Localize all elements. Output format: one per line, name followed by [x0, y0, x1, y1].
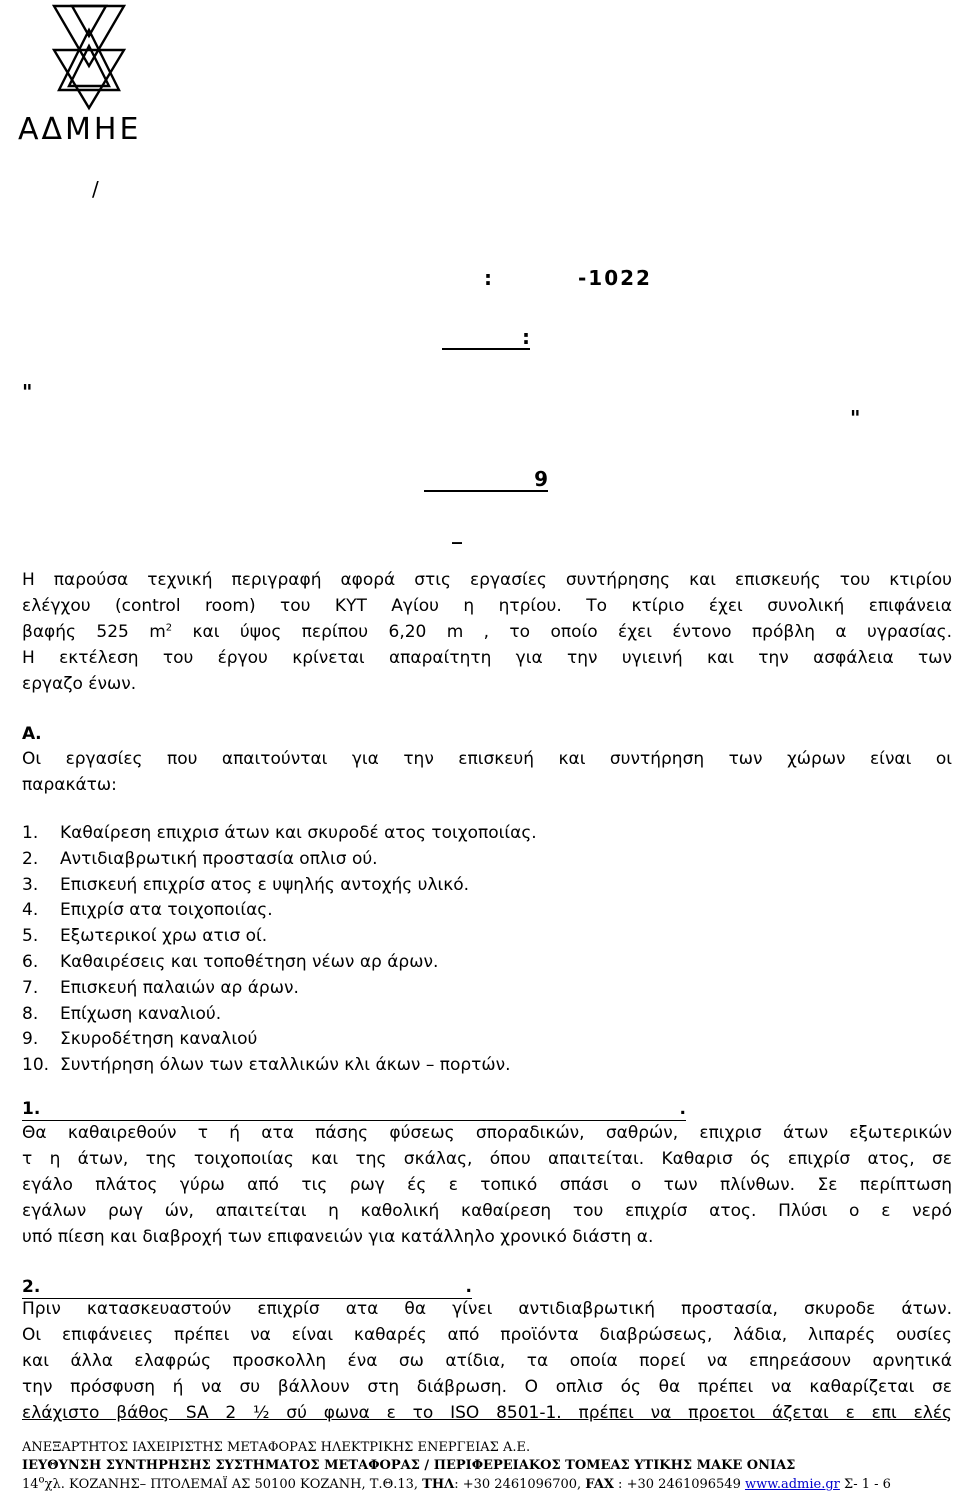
list-item-number: 9.: [22, 1029, 39, 1050]
section-2-line: την πρόσφυση ή να συ βάλλουν στη διάβρωση. Ο οπλισ ός θα πρέπει να καθαρίζεται σε: [22, 1377, 952, 1397]
section-a-line: Οι εργασίες που απαιτούνται για την επισκευή και συντήρηση των χώρων είναι οι: [22, 749, 952, 769]
section-1-number: 1.: [22, 1099, 41, 1119]
list-item-number: 1.: [22, 823, 39, 843]
footer-tel-value: : +30 2461096700,: [454, 1477, 586, 1492]
footer-addr-num: 14: [22, 1477, 39, 1492]
intro-line: εργαζο ένων.: [22, 674, 137, 694]
section-1-heading: [22, 1098, 686, 1121]
section-1-line: εγάλο πλάτος γύρω από τις ρωγ ές ε τοπικό σπάσι ο των πλίνθων. Σε περίπτωση: [22, 1175, 952, 1195]
list-item: [22, 1052, 537, 1078]
list-item-text: Αντιδιαβρωτική προστασία οπλισ ού.: [60, 848, 378, 869]
section-1-line: υπό πίεση και διαβροχή των επιφανειών για κατάλληλο χρονικό διάστη α.: [22, 1227, 654, 1247]
list-item-number: 10.: [22, 1055, 50, 1076]
section-2-paragraph: [22, 1296, 952, 1426]
section-a-label: Α.: [22, 724, 42, 744]
footer-addr-sup: ο: [38, 1474, 45, 1486]
footer-address: [22, 1474, 891, 1492]
section-1-line: Θα καθαιρεθούν τ ή ατα πάσης φύσεως σποραδικών, σαθρών, επιχρισ άτων εξωτερικών: [22, 1123, 952, 1143]
quote-close: ": [850, 406, 861, 430]
footer-fax-label: FAX: [585, 1477, 614, 1492]
list-item-number: 2.: [22, 848, 39, 869]
list-item: [22, 1026, 537, 1052]
list-item-text: Επισκευή παλαιών αρ άρων.: [60, 977, 299, 998]
footer-tel-label: ΤΗΛ: [422, 1477, 455, 1492]
quote-open: ": [22, 380, 33, 404]
list-item-text: Συντήρηση όλων των εταλλικών κλι άκων – πορτών.: [60, 1055, 511, 1076]
list-item-number: 3.: [22, 874, 39, 895]
list-item: [22, 820, 537, 846]
intro-area-text: βαφής 525 m: [22, 622, 166, 642]
list-item: [22, 846, 537, 872]
section-a-paragraph: [22, 746, 952, 798]
intro-line: [22, 619, 952, 645]
section-2-line: ελάχιστο βάθος SA 2 ½ σύ φωνα ε το ISO 8501-1. πρέπει να προετοι άζεται ε επι ελές: [22, 1403, 952, 1423]
section-2-heading-end: .: [465, 1277, 472, 1297]
list-item-text: Εξωτερικοί χρω ατισ οί.: [60, 926, 268, 947]
footer-website-link[interactable]: www.admie.gr: [744, 1477, 840, 1492]
list-item-text: Επίχωση καναλιού.: [60, 1003, 222, 1024]
list-item-number: 6.: [22, 951, 39, 972]
list-item-number: 8.: [22, 1003, 39, 1024]
list-item-number: 4.: [22, 900, 39, 921]
section-1-line: τ η άτων, της τοιχοποιίας και της σκάλας, όπου απαιτείται. Καθαρισ ός επιχρίσ ατος, σε: [22, 1149, 952, 1169]
intro-line: Η παρούσα τεχνική περιγραφή αφορά στις εργασίες συντήρησης και επισκευής του κτιρίου: [22, 570, 952, 590]
section-1-paragraph: [22, 1120, 952, 1250]
section-marker-number: 9: [534, 467, 548, 491]
section-2-line: και άλλα ελαφρώς προσκολλη ένα σω ατίδια, τα οποία πορεί να επηρεάσουν αρνητικά: [22, 1351, 952, 1371]
section-1-line: εγάλων ρωγ ών, απαιτείται η καθολική καθαίρεση του επιχρίσ ατος. Πλύσι ο ε νερό: [22, 1201, 952, 1221]
section-marker: [424, 468, 548, 492]
list-item-text: Επισκευή επιχρίσ ατος ε υψηλής αντοχής υλικό.: [60, 874, 470, 895]
header-slash: /: [92, 177, 99, 201]
subject-heading: [442, 326, 530, 350]
list-item: [22, 872, 537, 898]
list-item: [22, 949, 537, 975]
section-a-line: παρακάτω:: [22, 775, 117, 795]
list-item-number: 7.: [22, 977, 39, 998]
footer-addr-text: χλ. ΚΟΖΑΝΗΣ– ΠΤΟΛΕΜΑΪ ΑΣ 50100 ΚΟΖΑΝΗ, Τ.Θ.13,: [44, 1477, 423, 1492]
list-item-text: Σκυροδέτηση καναλιού: [60, 1029, 258, 1050]
list-item: [22, 975, 537, 1001]
footer-department: ΙΕΥΘΥΝΣΗ ΣΥΝΤΗΡΗΣΗΣ ΣΥΣΤΗΜΑΤΟΣ ΜΕΤΑΦΟΡΑΣ / ΠΕΡΙΦΕΡΕΙΑΚΟΣ ΤΟΜΕΑΣ ΥΤΙΚΗΣ ΜΑΚΕ ΟΝΙΑΣ: [22, 1458, 796, 1473]
footer-fax-value: : +30 2461096549: [613, 1477, 745, 1492]
section-2-line: Πριν κατασκευαστούν επιχρίσ ατα θα γίνει αντιδιαβρωτική προστασία, σκυροδε άτων.: [22, 1299, 952, 1319]
intro-height-text: και ύψος περίπου 6,20 m , το οποίο έχει έντονο πρόβλη α υγρασίας.: [172, 622, 952, 642]
list-item: [22, 897, 537, 923]
list-item-number: 5.: [22, 926, 39, 947]
intro-line: Η εκτέλεση του έργου κρίνεται απαραίτητη για την υγιεινή και την ασφάλεια των: [22, 648, 952, 668]
intro-area-sup: 2: [165, 622, 173, 634]
list-item: [22, 923, 537, 949]
list-item-text: Επιχρίσ ατα τοιχοποιίας.: [60, 900, 273, 921]
footer-company: ΑΝΕΞΑΡΤΗΤΟΣ ΙΑΧΕΙΡΙΣΤΗΣ ΜΕΤΑΦΟΡΑΣ ΗΛΕΚΤΡΙΚΗΣ ΕΝΕΡΓΕΙΑΣ Α.Ε.: [22, 1440, 531, 1455]
footer-page-info: Σ- 1 - 6: [839, 1477, 891, 1492]
work-items-list: [22, 820, 537, 1078]
intro-paragraph: [22, 567, 952, 697]
ref-code: -1022: [578, 266, 652, 290]
section-1-heading-end: .: [679, 1099, 686, 1119]
section-2-number: 2.: [22, 1277, 41, 1297]
ref-colon: :: [484, 266, 492, 290]
section-2-line: Οι επιφάνειες πρέπει να είναι καθαρές από προϊόντα διαβρώσεως, λάδια, λιπαρές ουσίες: [22, 1325, 952, 1345]
intro-line: ελέγχου (control room) του ΚΥΤ Αγίου η ητρίου. Το κτίριο έχει συνολική επιφάνεια: [22, 596, 952, 616]
list-item: [22, 1001, 537, 1027]
list-item-text: Καθαιρέσεις και τοποθέτηση νέων αρ άρων.: [60, 951, 439, 972]
dash-mark: _: [452, 520, 462, 544]
logo-text: ΑΔΜΗΕ: [18, 112, 142, 147]
list-item-text: Καθαίρεση επιχρισ άτων και σκυροδέ ατος τοιχοποιίας.: [60, 823, 537, 843]
subject-colon: :: [522, 325, 530, 349]
